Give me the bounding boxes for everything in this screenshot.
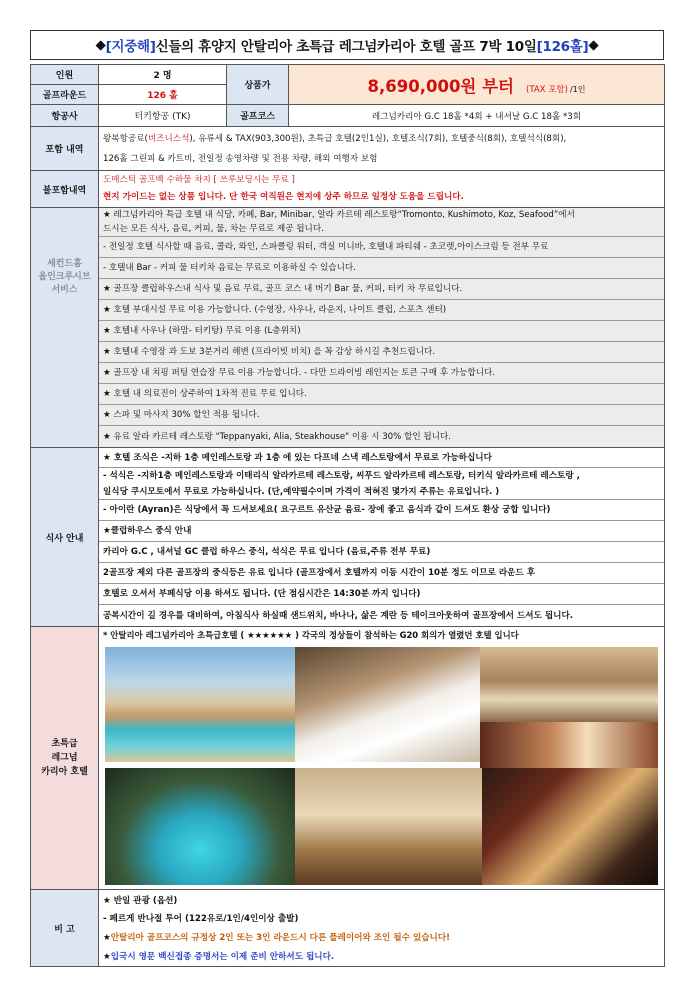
dining-item: 일식당 쿠시모토에서 무료로 가능하십니다. (단,예약필수이며 가격이 적혀진 몇가지 주류는 유료입니다. ): [99, 484, 664, 500]
included-text-c: ), 유류세 & TAX(903,300원), 초특급 호텔(2인1실), 호텔조식(7회), 호텔중식(8회), 호텔석식(8회),: [189, 133, 567, 144]
hotel-room-photo: [295, 647, 480, 762]
dining-item: 호텔로 오셔서 부페식당 이용 하셔도 됩니다. (단 점심시간은 14:30분 까지 입니다): [99, 584, 664, 605]
bar-photo: [482, 768, 658, 885]
excluded-label: 불포함내역: [31, 171, 99, 208]
title-suffix: ◆: [588, 37, 599, 53]
people-label: 인원: [31, 65, 99, 85]
notes-cell: [99, 890, 665, 967]
dining-item: ★ 호텔 조식은 -지하 1층 메인레스토랑 과 1층 에 있는 다프네 스낵 레스토랑에서 무료로 가능하십니다: [99, 448, 664, 468]
course-value: 레그넘카리아 G.C 18홀 *4회 + 내셔날 G.C 18홀 *3회: [289, 105, 665, 127]
dining-item: 공복시간이 길 경우를 대비하여, 아침식사 하실때 샌드위치, 바나나, 삶은 계란 등 테이크아웃하여 골프장에서 드셔도 됩니다.: [103, 610, 574, 621]
rounds-label: 골프라운드: [31, 85, 99, 105]
notes-line-1: ★ 반일 관광 (옵션): [103, 896, 178, 906]
hotel-label-3: 카리아 호텔: [41, 767, 88, 777]
airline-label: 항공사: [31, 105, 99, 127]
service-item: - 호텔내 Bar - 커피 물 터키차 음료는 무료로 이용하실 수 있습니다.: [99, 258, 664, 279]
hotel-photo-area: [99, 627, 664, 889]
hotel-caption: * 안탈리아 레그넘카리아 초특급호텔 ( ★★★★★★ ) 각국의 정상들이 참석하는 G20 회의가 열렸던 호텔 입니다: [103, 630, 519, 640]
service-item: 드시는 모든 식사, 음료, 커피, 물, 차는 무료로 제공 됩니다.: [99, 222, 664, 237]
notes-line-4: [99, 947, 664, 966]
service-item: ★ 호텔 부대시설 무료 이용 가능합니다. (수영장, 사우나, 라운지, 나이트 클럽, 스포츠 센터): [99, 300, 664, 321]
service-item: ★ 유료 알라 카르테 레스토랑 "Teppanyaki, Alia, Steakhouse" 이용 시 30% 할인 됩니다.: [103, 431, 452, 442]
excluded-cell: [99, 171, 665, 208]
lounge-photo: [480, 722, 658, 768]
service-item: ★ 호텔 내 의료진이 상주하여 1차적 진료 무료 입니다.: [99, 384, 664, 405]
included-text-a: 왕복항공료(: [103, 133, 148, 144]
service-item: ★ 골프장 클럽하우스내 식사 및 음료 무료, 골프 코스 내 버기 Bar 물, 커피, 터키 차 무료입니다.: [99, 279, 664, 300]
service-item: ★ 골프장 내 치핑 퍼팅 연습장 무료 이용 가능합니다. - 다만 드라이빙 레인지는 토큰 구매 후 가능합니다.: [99, 363, 664, 384]
notes-text-3: 안탈리아 골프코스의 규정상 2인 또는 3인 라운드시 다른 플레이어와 조인 될수 있습니다!: [110, 932, 451, 943]
product-table: [30, 64, 665, 967]
hotel-cell: [99, 627, 665, 890]
airline-value: 터키항공 (TK): [99, 105, 227, 127]
page-title: [30, 30, 664, 60]
service-item: ★ 레그넘카리아 특급 호텔 내 식당, 카페, Bar, Minibar, 알라 카르테 레스토랑“Tromonto, Kushimoto, Koz, Seafood”에서: [103, 210, 575, 220]
price-main: 8,690,000원 부터: [367, 76, 514, 96]
people-value: 2 명: [99, 65, 227, 85]
hotel-label-1: 초특급: [51, 739, 78, 749]
lobby-photo: [295, 768, 482, 885]
hotel-label: [31, 627, 99, 890]
notes-text-4: 입국시 영문 백신접종 증명서는 이제 준비 안하셔도 됩니다.: [110, 951, 335, 962]
services-cell: [99, 208, 665, 448]
price-tax: (TAX 포함): [526, 84, 568, 95]
restaurant-photo: [480, 647, 658, 722]
included-business: 비즈니스석: [147, 133, 190, 144]
title-tag: [지중해]: [105, 39, 156, 55]
hotel-label-2: 레그넘: [51, 753, 78, 763]
services-label: [31, 208, 99, 448]
dining-item: 2골프장 제외 다른 골프장의 중식등은 유료 입니다 (골프장에서 호텔까지 이동 시간이 10분 정도 이므로 라운드 후: [99, 563, 664, 584]
notes-star-3: ★: [103, 932, 111, 943]
dining-item: - 아이란 (Ayran)은 식당에서 꼭 드셔보세요( 요구르트 유산균 음료- 장에 좋고 음식과 같이 드셔도 환상 궁합 입니다): [99, 500, 664, 521]
service-item: ★ 호텔내 수영장 과 도보 3분거리 해변 (프라이빗 비치) 을 꼭 감상 하시길 추천드립니다.: [99, 342, 664, 363]
course-label: 골프코스: [227, 105, 289, 127]
title-prefix: ◆: [95, 37, 106, 53]
excluded-line-1: 도매스틱 골프백 수하물 차지 [ 쓰루보딩시는 무료 ]: [103, 175, 295, 185]
price-cell: [289, 65, 665, 105]
service-item: ★ 스파 및 마사지 30% 할인 적용 됩니다.: [99, 405, 664, 426]
included-line-2: 126홀 그린피 & 카트비, 전일정 송영차량 및 전용 차량, 해외 여행자 보험: [103, 153, 378, 164]
service-item: ★ 호텔내 사우나 (하맘- 터키탕) 무료 이용 (L층위치): [99, 321, 664, 342]
dining-item: 카리아 G.C , 내셔널 GC 클럽 하우스 중식, 석식은 무료 입니다 (음료,주류 전부 무료): [99, 542, 664, 563]
notes-line-2: - 페르게 반나절 투어 (122유로/1인/4인이상 출발): [103, 913, 299, 924]
title-count: [126홀]: [536, 39, 589, 55]
indoor-pool-photo: [105, 768, 295, 885]
price-label: 상품가: [227, 65, 289, 105]
price-unit: /1인: [569, 84, 586, 94]
dining-cell: [99, 448, 665, 627]
included-line-1: [99, 129, 664, 149]
dining-label: 식사 안내: [31, 448, 99, 627]
services-label-3: 서비스: [51, 285, 78, 295]
services-label-1: 세컨드홈: [47, 259, 82, 269]
included-cell: [99, 127, 665, 171]
hotel-exterior-pool-photo: [105, 647, 295, 762]
dining-item: ★클럽하우스 중식 안내: [99, 521, 664, 542]
service-item: - 전일정 호텔 식사할 때 음료, 콜라, 와인, 스파클링 워터, 객실 미니바, 호텔내 파티쉐 - 초코렛,아이스크림 등 전부 무료: [99, 237, 664, 258]
included-label: 포함 내역: [31, 127, 99, 171]
title-text: 신들의 휴양지 안탈리아 초특급 레그넘카리아 호텔 골프 7박 10일: [155, 39, 537, 55]
services-label-2: 올인크루시브: [38, 272, 91, 282]
notes-line-3: [99, 928, 664, 947]
excluded-line-2: 현지 가이드는 없는 상품 입니다. 단 한국 여직원은 현지에 상주 하므로 일정상 도움을 드립니다.: [103, 192, 464, 202]
rounds-value: 126 홀: [99, 85, 227, 105]
notes-label: 비 고: [31, 890, 99, 967]
dining-item: - 석식은 -지하1층 메인레스토랑과 이태리식 알라카르테 레스토랑, 씨푸드 알라카르테 레스토랑, 터키식 알라카르테 레스토랑 ,: [103, 471, 580, 481]
notes-star-4: ★: [103, 951, 111, 962]
